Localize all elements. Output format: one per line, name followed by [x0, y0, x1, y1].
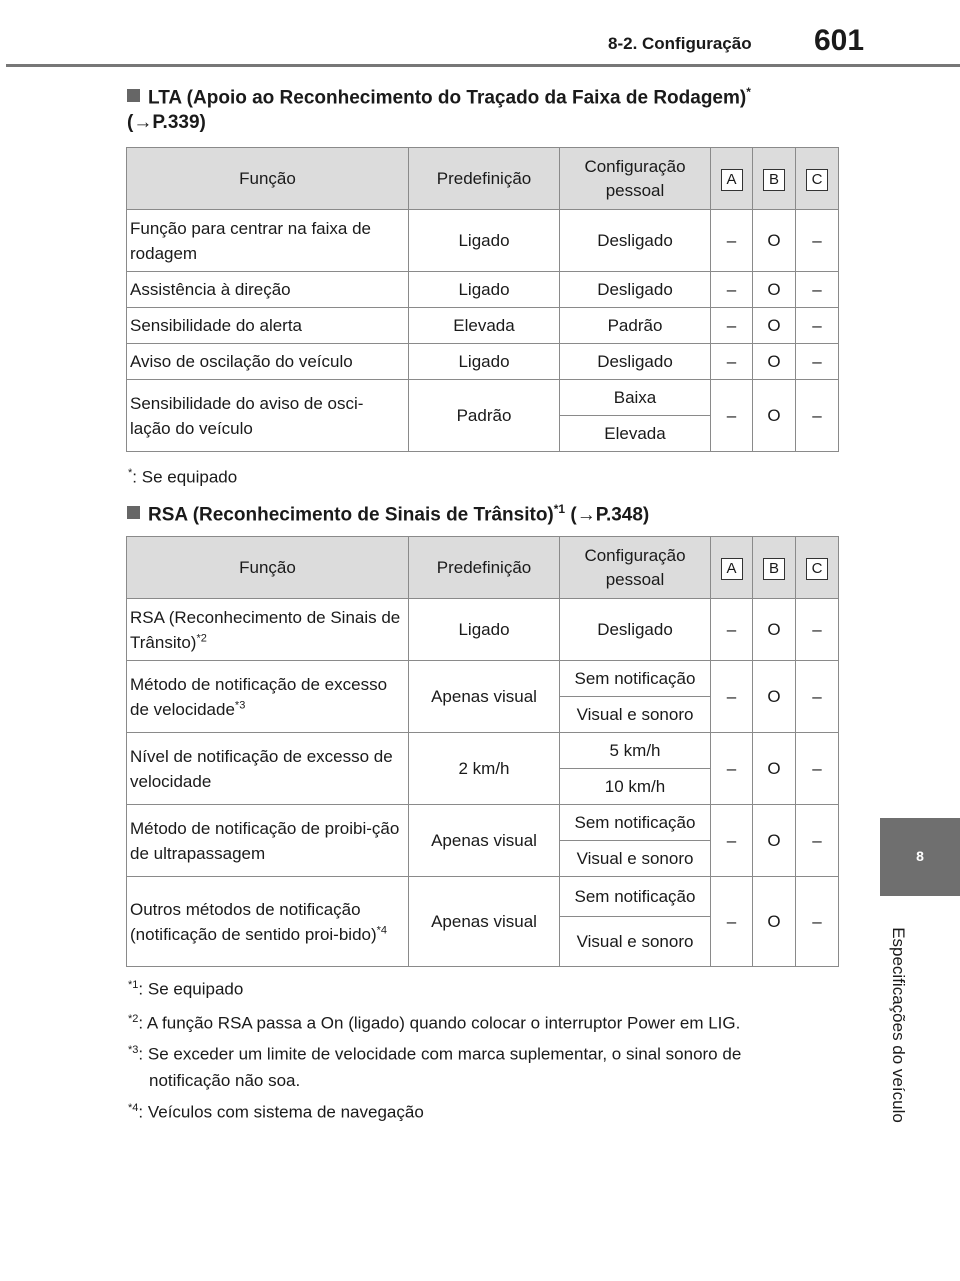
b-cell: O	[753, 380, 796, 452]
c-cell: –	[796, 661, 839, 733]
chapter-tab	[880, 818, 960, 896]
b-cell: O	[753, 661, 796, 733]
chapter-number: 8	[916, 848, 924, 864]
default-cell: Ligado	[409, 344, 560, 380]
col-a-label: A	[721, 558, 743, 580]
default-cell: Ligado	[409, 599, 560, 661]
custom-cell: Desligado	[560, 599, 711, 661]
function-cell: RSA (Reconhecimento de Sinais de Trânsito)$^{*2}$	[127, 599, 409, 661]
table-row	[127, 733, 839, 769]
function-cell: Função para centrar na faixa de rodagem	[127, 210, 409, 272]
footnote-mark: *4	[128, 1102, 139, 1114]
col-custom: Configuração pessoal	[560, 148, 711, 210]
a-cell: –	[711, 599, 753, 661]
b-cell: O	[753, 308, 796, 344]
chapter-label-text: Especificações do veículo	[889, 927, 908, 1123]
function-cell: Sensibilidade do alerta	[127, 308, 409, 344]
custom-cell: Desligado	[560, 272, 711, 308]
col-default: Predefinição	[409, 148, 560, 210]
function-cell: Assistência à direção	[127, 272, 409, 308]
table-row	[127, 877, 839, 917]
b-cell: O	[753, 805, 796, 877]
rsa-footnote-4: $^{*4}$: Veículos com sistema de navegação	[128, 1102, 424, 1122]
col-function: Função	[127, 148, 409, 210]
a-cell: –	[711, 308, 753, 344]
a-cell: –	[711, 272, 753, 308]
custom-cell: Padrão	[560, 308, 711, 344]
table-row	[127, 210, 839, 272]
col-c-label: C	[806, 169, 828, 191]
function-cell: Aviso de oscilação do veículo	[127, 344, 409, 380]
b-cell: O	[753, 733, 796, 805]
b-cell: O	[753, 344, 796, 380]
header-rule	[6, 64, 960, 67]
custom-option-cell: Sem notificação	[560, 805, 711, 841]
a-cell: –	[711, 380, 753, 452]
c-cell: –	[796, 877, 839, 967]
rsa-title-mark: *1	[553, 502, 566, 516]
rsa-table	[126, 536, 839, 967]
function-cell: Nível de notificação de excesso de velocidade	[127, 733, 409, 805]
a-cell: –	[711, 661, 753, 733]
row-mark: *2	[196, 631, 207, 644]
table-row	[127, 308, 839, 344]
rsa-table-header	[127, 537, 839, 599]
default-cell: Ligado	[409, 272, 560, 308]
col-custom: Configuração pessoal	[560, 537, 711, 599]
table-row	[127, 344, 839, 380]
rsa-footnote-3: $^{*3}$: Se exceder um limite de velocidade com marca suplementar, o sinal sonoro de notificação não soa.	[128, 1037, 741, 1094]
function-cell: Método de notificação de excesso de velocidade$^{*3}$	[127, 661, 409, 733]
a-cell: –	[711, 210, 753, 272]
default-cell: Apenas visual	[409, 877, 560, 967]
b-cell: O	[753, 599, 796, 661]
c-cell: –	[796, 344, 839, 380]
custom-cell: Desligado	[560, 210, 711, 272]
col-c-label: C	[806, 558, 828, 580]
function-cell: Sensibilidade do aviso de osci-lação do veículo	[127, 380, 409, 452]
col-b-label: B	[763, 558, 785, 580]
default-cell: 2 km/h	[409, 733, 560, 805]
custom-option-cell: Baixa	[560, 380, 711, 416]
col-function: Função	[127, 537, 409, 599]
c-cell: –	[796, 380, 839, 452]
rsa-section-ref: (→P.348)	[570, 504, 650, 526]
custom-option-cell: 5 km/h	[560, 733, 711, 769]
c-cell: –	[796, 210, 839, 272]
table-row	[127, 661, 839, 697]
c-cell: –	[796, 805, 839, 877]
a-cell: –	[711, 733, 753, 805]
default-cell: Elevada	[409, 308, 560, 344]
a-cell: –	[711, 344, 753, 380]
custom-option-cell: Sem notificação	[560, 661, 711, 697]
a-cell: –	[711, 805, 753, 877]
rsa-footnote-1: $^{*1}$: Se equipado	[128, 979, 244, 999]
custom-cell: Desligado	[560, 344, 711, 380]
c-cell: –	[796, 308, 839, 344]
default-cell: Padrão	[409, 380, 560, 452]
function-cell: Outros métodos de notificação (notificação de sentido proi-bido)$^{*4}$	[127, 877, 409, 967]
lta-title-mark: *	[746, 85, 751, 99]
page-number: 601	[814, 24, 865, 57]
table-row	[127, 380, 839, 416]
rsa-footnote-2: $^{*2}$: A função RSA passa a On (ligado) quando colocar o interruptor Power em LIG.	[128, 1013, 741, 1033]
col-c	[796, 148, 839, 210]
col-a-label: A	[721, 169, 743, 191]
default-cell: Ligado	[409, 210, 560, 272]
custom-option-cell: Visual e sonoro	[560, 697, 711, 733]
custom-option-cell: Visual e sonoro	[560, 917, 711, 967]
custom-option-cell: Sem notificação	[560, 877, 711, 917]
c-cell: –	[796, 733, 839, 805]
square-bullet-icon	[127, 506, 140, 519]
row-mark: *3	[234, 698, 246, 711]
rsa-section-title: RSA (Reconhecimento de Sinais de Trânsito)$^{*1}$ (→P.348)	[127, 492, 649, 532]
lta-table-header	[127, 148, 839, 210]
footnote-mark: *2	[128, 1013, 139, 1025]
col-b-label: B	[763, 169, 785, 191]
lta-section-ref: (→P.339)	[127, 112, 206, 133]
footnote-continuation: notificação não soa.	[149, 1070, 301, 1090]
c-cell: –	[796, 272, 839, 308]
lta-table	[126, 147, 839, 452]
a-cell: –	[711, 877, 753, 967]
table-row	[127, 805, 839, 841]
col-b	[753, 537, 796, 599]
c-cell: –	[796, 599, 839, 661]
lta-section-title: LTA (Apoio ao Reconhecimento do Traçado da Faixa de Rodagem)*	[127, 75, 751, 115]
col-default: Predefinição	[409, 537, 560, 599]
header-section-title: 8-2. Configuração	[608, 34, 752, 53]
default-cell: Apenas visual	[409, 661, 560, 733]
b-cell: O	[753, 877, 796, 967]
custom-option-cell: Elevada	[560, 416, 711, 452]
table-row	[127, 599, 839, 661]
custom-option-cell: Visual e sonoro	[560, 841, 711, 877]
col-c	[796, 537, 839, 599]
lta-footnote: *: Se equipado	[128, 467, 238, 487]
col-a	[711, 148, 753, 210]
footnote-mark: *3	[128, 1044, 139, 1056]
row-mark: *4	[376, 923, 388, 936]
function-cell: Método de notificação de proibi-ção de ultrapassagem	[127, 805, 409, 877]
default-cell: Apenas visual	[409, 805, 560, 877]
footnote-mark: *1	[128, 979, 139, 991]
custom-option-cell: 10 km/h	[560, 769, 711, 805]
chapter-label	[878, 905, 918, 1145]
col-a	[711, 537, 753, 599]
b-cell: O	[753, 210, 796, 272]
footnote-mark: *	[128, 467, 133, 479]
square-bullet-icon	[127, 89, 140, 102]
col-b	[753, 148, 796, 210]
b-cell: O	[753, 272, 796, 308]
table-row	[127, 272, 839, 308]
